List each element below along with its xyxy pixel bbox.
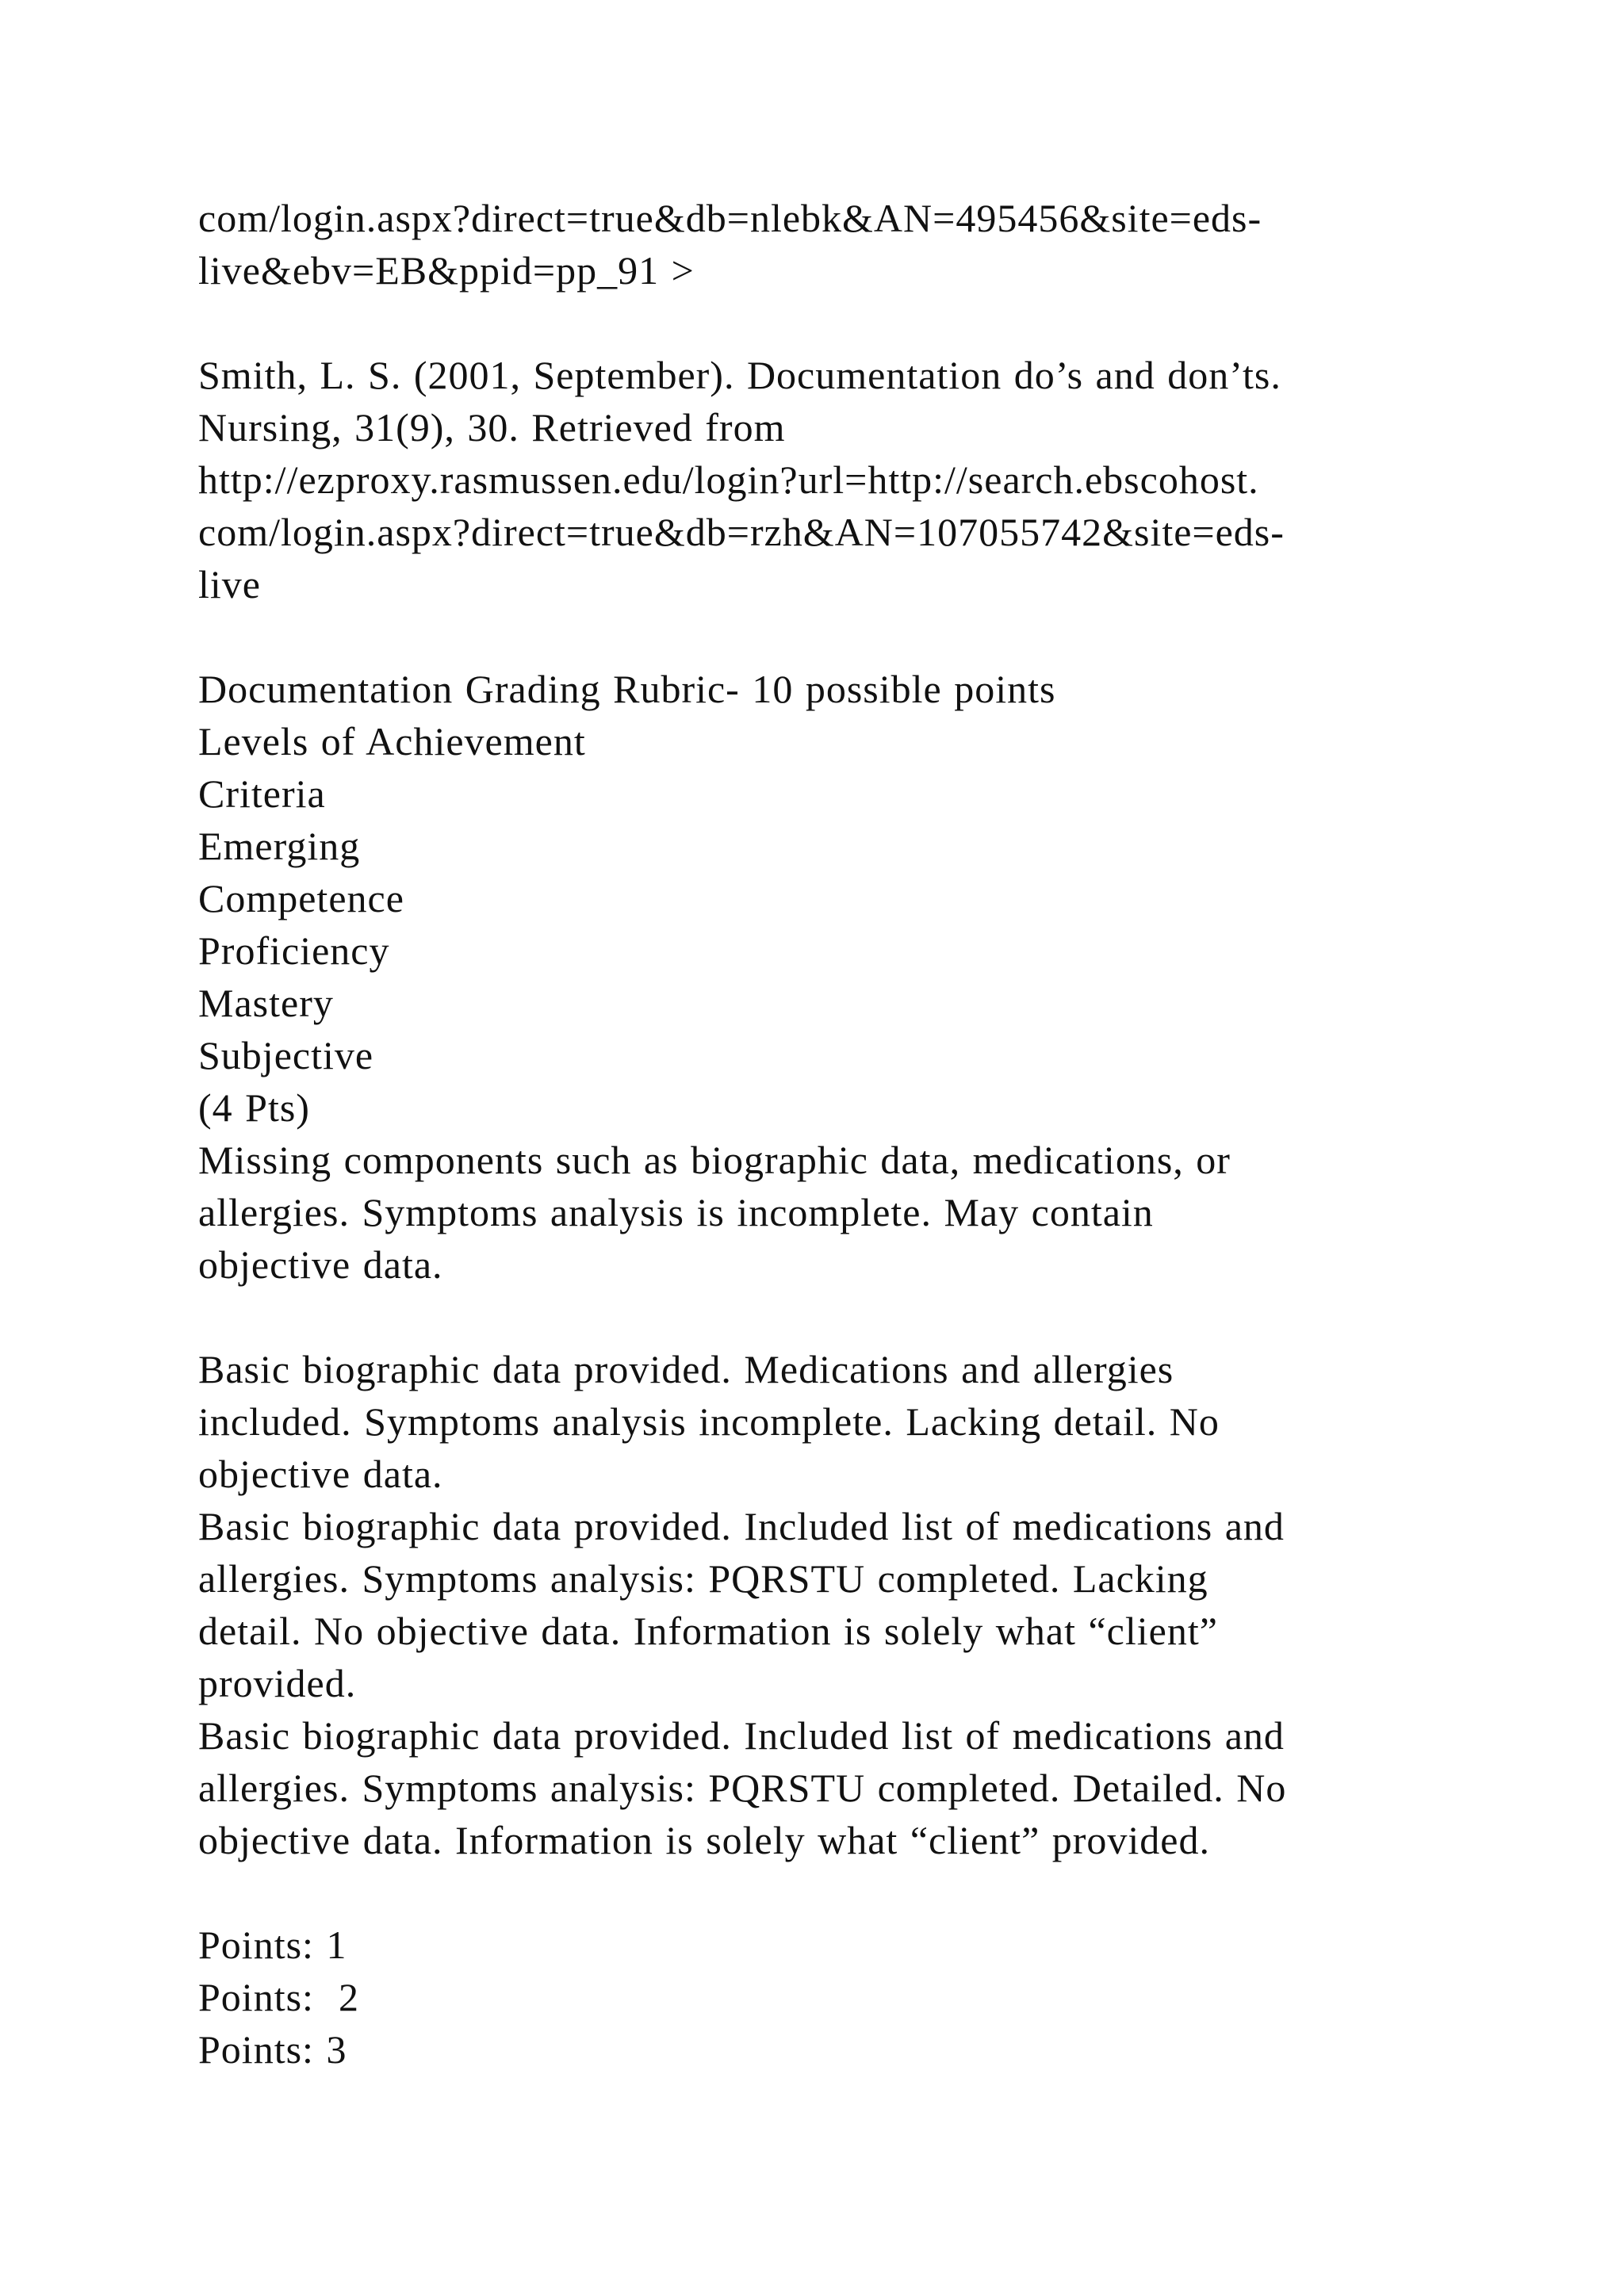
rubric-cell-text: objective data.: [198, 1242, 443, 1287]
reference-citation-line: Smith, L. S. (2001, September). Documentation do’s and don’ts.: [198, 353, 1281, 397]
rubric-cell-proficiency: [198, 1500, 1435, 1709]
rubric-column-proficiency: Proficiency: [198, 928, 390, 973]
reference-url-line: com/login.aspx?direct=true&db=rzh&AN=107055742&site=eds-: [198, 510, 1285, 554]
rubric-cell-emerging: [198, 1134, 1435, 1291]
rubric-column-criteria: Criteria: [198, 771, 326, 816]
rubric-points: [198, 1919, 1435, 2076]
rubric-cell-text: detail. No objective data. Information is solely what “client”: [198, 1609, 1218, 1653]
reference-url-line: live: [198, 562, 261, 607]
rubric-points-proficiency: Points: 3: [198, 2027, 347, 2072]
reference-url-line: com/login.aspx?direct=true&db=nlebk&AN=495456&site=eds-: [198, 196, 1262, 240]
paragraph-gap: [198, 1291, 1435, 1343]
rubric-points-competence: Points: 2: [198, 1975, 359, 2019]
rubric: [198, 663, 1435, 2076]
rubric-cell-text: objective data.: [198, 1452, 443, 1496]
paragraph-gap: [198, 610, 1435, 663]
document-body: [198, 192, 1435, 2076]
rubric-column-emerging: Emerging: [198, 824, 361, 868]
paragraph-gap: [198, 297, 1435, 349]
rubric-row-points: (4 Pts): [198, 1085, 310, 1130]
rubric-cell-mastery: [198, 1709, 1435, 1866]
rubric-column-mastery: Mastery: [198, 981, 334, 1025]
rubric-row-name: Subjective: [198, 1033, 374, 1077]
paragraph-gap: [198, 1866, 1435, 1919]
rubric-cell-text: objective data. Information is solely what “client” provided.: [198, 1818, 1211, 1862]
rubric-points-emerging: Points: 1: [198, 1923, 347, 1967]
reference-url-line: live&ebv=EB&ppid=pp_91 >: [198, 248, 695, 293]
rubric-cell-text: allergies. Symptoms analysis: PQRSTU completed. Lacking: [198, 1556, 1208, 1601]
reference-smith: [198, 349, 1435, 610]
rubric-title: Documentation Grading Rubric- 10 possible points: [198, 667, 1056, 711]
rubric-levels-heading: Levels of Achievement: [198, 719, 586, 763]
reference-citation-line: Nursing, 31(9), 30. Retrieved from: [198, 405, 786, 450]
rubric-cell-text: provided.: [198, 1661, 357, 1705]
rubric-cell-text: allergies. Symptoms analysis: PQRSTU completed. Detailed. No: [198, 1766, 1287, 1810]
rubric-cell-text: Basic biographic data provided. Included list of medications and: [198, 1504, 1285, 1548]
rubric-cell-text: included. Symptoms analysis incomplete. Lacking detail. No: [198, 1399, 1220, 1444]
rubric-cell-text: Basic biographic data provided. Medications and allergies: [198, 1347, 1174, 1391]
rubric-column-competence: Competence: [198, 876, 404, 920]
rubric-cell-text: allergies. Symptoms analysis is incomplete. May contain: [198, 1190, 1154, 1234]
rubric-cell-competence: [198, 1343, 1435, 1500]
reference-url-line: http://ezproxy.rasmussen.edu/login?url=http://search.ebscohost.: [198, 457, 1259, 502]
reference-continuation: [198, 192, 1435, 297]
rubric-cell-text: Basic biographic data provided. Included list of medications and: [198, 1713, 1285, 1758]
rubric-cell-text: Missing components such as biographic data, medications, or: [198, 1138, 1231, 1182]
